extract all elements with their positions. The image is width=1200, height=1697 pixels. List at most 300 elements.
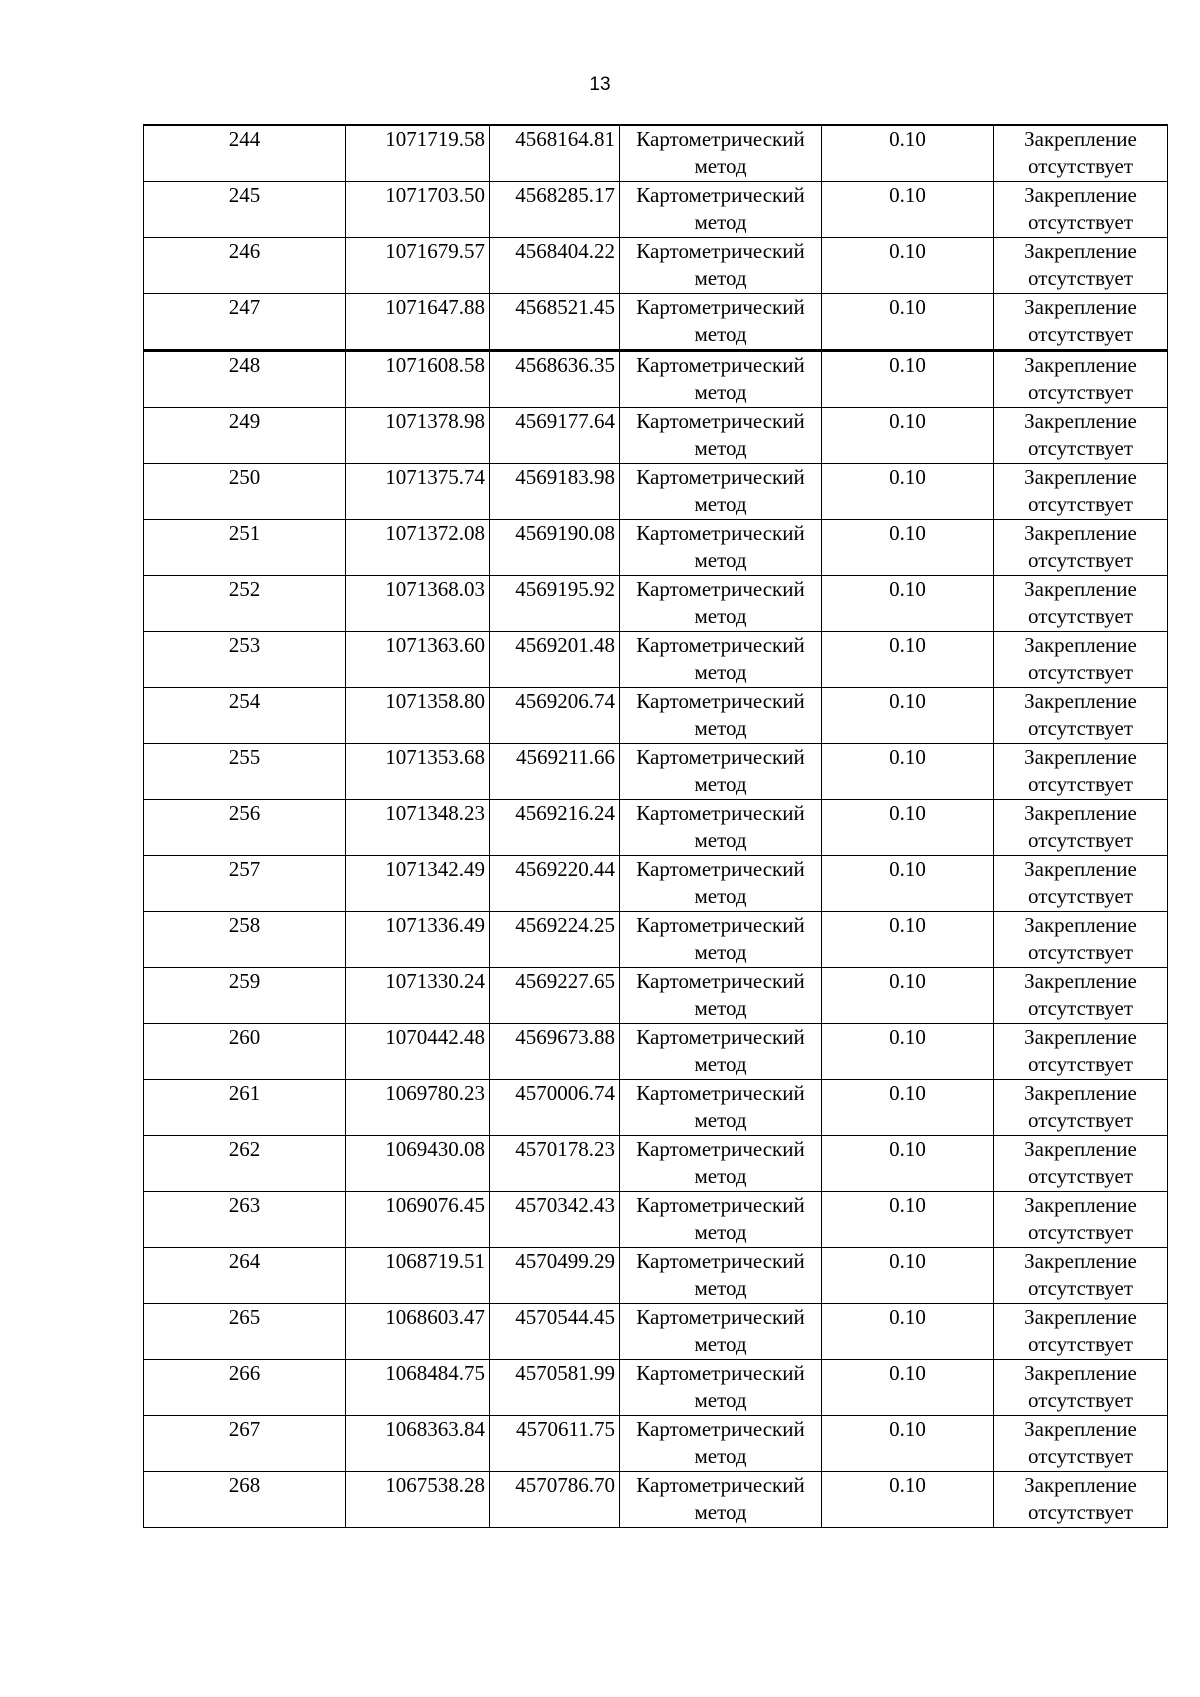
cell-text: Закрепление xyxy=(1024,409,1137,433)
point-number-cell xyxy=(144,968,346,1024)
cell-text: отсутствует xyxy=(1027,1164,1134,1188)
cell-text: 4569183.98 xyxy=(515,465,615,489)
cell-text: метод xyxy=(694,1052,747,1076)
y-coordinate-cell xyxy=(490,576,620,632)
cell-text: 1071348.23 xyxy=(385,801,485,825)
cell-text: 1071703.50 xyxy=(385,183,485,207)
accuracy-cell xyxy=(822,1024,994,1080)
cell-text: 263 xyxy=(228,1193,261,1217)
method-cell xyxy=(620,968,822,1024)
cell-text: отсутствует xyxy=(1027,1332,1134,1356)
cell-text: 0.10 xyxy=(889,1081,926,1105)
cell-text: 4569201.48 xyxy=(515,633,615,657)
method-cell xyxy=(620,856,822,912)
y-coordinate-cell xyxy=(490,1304,620,1360)
x-coordinate-cell xyxy=(346,464,490,520)
cell-text: 262 xyxy=(228,1137,261,1161)
method-cell xyxy=(620,1136,822,1192)
cell-text: 4569227.65 xyxy=(515,969,615,993)
cell-text: 257 xyxy=(228,857,261,881)
cell-text: 264 xyxy=(228,1249,261,1273)
cell-text: 0.10 xyxy=(889,1193,926,1217)
point-number-cell xyxy=(144,1472,346,1528)
y-coordinate-cell xyxy=(490,968,620,1024)
cell-text: Картометрический xyxy=(636,1025,805,1049)
y-coordinate-cell xyxy=(490,1248,620,1304)
cell-text: 266 xyxy=(228,1361,261,1385)
cell-text: отсутствует xyxy=(1027,716,1134,740)
point-number-cell xyxy=(144,464,346,520)
cell-text: 249 xyxy=(228,409,261,433)
cell-text: 0.10 xyxy=(889,521,926,545)
cell-text: отсутствует xyxy=(1027,154,1134,178)
cell-text: отсутствует xyxy=(1027,436,1134,460)
fixation-cell xyxy=(994,800,1168,856)
cell-text: Картометрический xyxy=(636,521,805,545)
method-cell xyxy=(620,632,822,688)
x-coordinate-cell xyxy=(346,1080,490,1136)
fixation-cell xyxy=(994,238,1168,294)
cell-text: метод xyxy=(694,660,747,684)
cell-text: 1069780.23 xyxy=(385,1081,485,1105)
point-number-cell xyxy=(144,408,346,464)
cell-text: 4569195.92 xyxy=(515,577,615,601)
cell-text: 1067538.28 xyxy=(385,1473,485,1497)
table-row xyxy=(144,1192,1168,1248)
accuracy-cell xyxy=(822,688,994,744)
fixation-cell xyxy=(994,632,1168,688)
cell-text: отсутствует xyxy=(1027,1276,1134,1300)
y-coordinate-cell xyxy=(490,632,620,688)
cell-text: 4570006.74 xyxy=(515,1081,615,1105)
fixation-cell xyxy=(994,912,1168,968)
cell-text: отсутствует xyxy=(1027,604,1134,628)
cell-text: 1071719.58 xyxy=(385,127,485,151)
y-coordinate-cell xyxy=(490,408,620,464)
cell-text: 0.10 xyxy=(889,239,926,263)
x-coordinate-cell xyxy=(346,968,490,1024)
cell-text: 0.10 xyxy=(889,689,926,713)
table-row xyxy=(144,238,1168,294)
cell-text: 250 xyxy=(228,465,261,489)
cell-text: 1071647.88 xyxy=(385,295,485,319)
method-cell xyxy=(620,408,822,464)
cell-text: Картометрический xyxy=(636,1249,805,1273)
cell-text: Закрепление xyxy=(1024,1249,1137,1273)
cell-text: 4570499.29 xyxy=(515,1249,615,1273)
cell-text: 1071372.08 xyxy=(385,521,485,545)
method-cell xyxy=(620,182,822,238)
fixation-cell xyxy=(994,688,1168,744)
x-coordinate-cell xyxy=(346,238,490,294)
y-coordinate-cell xyxy=(490,238,620,294)
table-row xyxy=(144,1416,1168,1472)
cell-text: отсутствует xyxy=(1027,1108,1134,1132)
cell-text: 4568404.22 xyxy=(515,239,615,263)
cell-text: Картометрический xyxy=(636,689,805,713)
point-number-cell xyxy=(144,294,346,351)
cell-text: Закрепление xyxy=(1024,1305,1137,1329)
cell-text: 246 xyxy=(228,239,261,263)
point-number-cell xyxy=(144,1416,346,1472)
method-cell xyxy=(620,1304,822,1360)
x-coordinate-cell xyxy=(346,1304,490,1360)
page-number: 13 xyxy=(589,74,611,95)
cell-text: Картометрический xyxy=(636,745,805,769)
cell-text: метод xyxy=(694,828,747,852)
cell-text: Закрепление xyxy=(1024,1417,1137,1441)
point-number-cell xyxy=(144,1304,346,1360)
method-cell xyxy=(620,1024,822,1080)
cell-text: Закрепление xyxy=(1024,353,1137,377)
cell-text: метод xyxy=(694,940,747,964)
cell-text: 0.10 xyxy=(889,1473,926,1497)
accuracy-cell xyxy=(822,744,994,800)
cell-text: 0.10 xyxy=(889,745,926,769)
cell-text: отсутствует xyxy=(1027,1220,1134,1244)
cell-text: 4570611.75 xyxy=(516,1417,615,1441)
cell-text: отсутствует xyxy=(1027,1388,1134,1412)
table-row xyxy=(144,1472,1168,1528)
cell-text: Закрепление xyxy=(1024,857,1137,881)
x-coordinate-cell xyxy=(346,351,490,408)
cell-text: 0.10 xyxy=(889,1305,926,1329)
cell-text: отсутствует xyxy=(1027,660,1134,684)
accuracy-cell xyxy=(822,1192,994,1248)
point-number-cell xyxy=(144,800,346,856)
table-row xyxy=(144,1136,1168,1192)
cell-text: 1069076.45 xyxy=(385,1193,485,1217)
cell-text: 1068719.51 xyxy=(385,1249,485,1273)
cell-text: метод xyxy=(694,266,747,290)
cell-text: Закрепление xyxy=(1024,969,1137,993)
table-row xyxy=(144,744,1168,800)
accuracy-cell xyxy=(822,1416,994,1472)
cell-text: метод xyxy=(694,604,747,628)
fixation-cell xyxy=(994,1080,1168,1136)
cell-text: 1071363.60 xyxy=(385,633,485,657)
cell-text: метод xyxy=(694,1332,747,1356)
cell-text: отсутствует xyxy=(1027,322,1134,346)
accuracy-cell xyxy=(822,576,994,632)
cell-text: 0.10 xyxy=(889,183,926,207)
cell-text: метод xyxy=(694,1164,747,1188)
y-coordinate-cell xyxy=(490,1360,620,1416)
table-row xyxy=(144,464,1168,520)
point-number-cell xyxy=(144,125,346,182)
fixation-cell xyxy=(994,408,1168,464)
y-coordinate-cell xyxy=(490,800,620,856)
accuracy-cell xyxy=(822,1080,994,1136)
cell-text: Закрепление xyxy=(1024,1137,1137,1161)
table-row xyxy=(144,1304,1168,1360)
fixation-cell xyxy=(994,744,1168,800)
accuracy-cell xyxy=(822,294,994,351)
cell-text: 254 xyxy=(228,689,261,713)
point-number-cell xyxy=(144,1360,346,1416)
accuracy-cell xyxy=(822,968,994,1024)
cell-text: 0.10 xyxy=(889,465,926,489)
cell-text: 258 xyxy=(228,913,261,937)
x-coordinate-cell xyxy=(346,1360,490,1416)
table-row xyxy=(144,351,1168,408)
y-coordinate-cell xyxy=(490,1192,620,1248)
cell-text: 4569177.64 xyxy=(515,409,615,433)
cell-text: Картометрический xyxy=(636,295,805,319)
table-row xyxy=(144,632,1168,688)
table-row xyxy=(144,856,1168,912)
cell-text: 4568164.81 xyxy=(515,127,615,151)
cell-text: Картометрический xyxy=(636,409,805,433)
cell-text: 0.10 xyxy=(889,969,926,993)
cell-text: Закрепление xyxy=(1024,1081,1137,1105)
accuracy-cell xyxy=(822,464,994,520)
y-coordinate-cell xyxy=(490,1136,620,1192)
cell-text: Закрепление xyxy=(1024,745,1137,769)
method-cell xyxy=(620,520,822,576)
cell-text: метод xyxy=(694,1220,747,1244)
cell-text: 0.10 xyxy=(889,127,926,151)
cell-text: метод xyxy=(694,380,747,404)
accuracy-cell xyxy=(822,856,994,912)
accuracy-cell xyxy=(822,238,994,294)
accuracy-cell xyxy=(822,1360,994,1416)
cell-text: метод xyxy=(694,548,747,572)
cell-text: метод xyxy=(694,322,747,346)
cell-text: Закрепление xyxy=(1024,633,1137,657)
cell-text: 1068363.84 xyxy=(385,1417,485,1441)
method-cell xyxy=(620,1248,822,1304)
cell-text: 1071342.49 xyxy=(385,857,485,881)
cell-text: Картометрический xyxy=(636,1473,805,1497)
cell-text: Закрепление xyxy=(1024,577,1137,601)
x-coordinate-cell xyxy=(346,688,490,744)
y-coordinate-cell xyxy=(490,182,620,238)
fixation-cell xyxy=(994,576,1168,632)
y-coordinate-cell xyxy=(490,520,620,576)
cell-text: 256 xyxy=(228,801,261,825)
cell-text: метод xyxy=(694,1444,747,1468)
cell-text: отсутствует xyxy=(1027,772,1134,796)
cell-text: 4568285.17 xyxy=(515,183,615,207)
x-coordinate-cell xyxy=(346,520,490,576)
x-coordinate-cell xyxy=(346,125,490,182)
cell-text: 1071378.98 xyxy=(385,409,485,433)
cell-text: отсутствует xyxy=(1027,380,1134,404)
cell-text: 4568521.45 xyxy=(515,295,615,319)
method-cell xyxy=(620,744,822,800)
cell-text: Картометрический xyxy=(636,183,805,207)
fixation-cell xyxy=(994,1416,1168,1472)
cell-text: Картометрический xyxy=(636,1193,805,1217)
cell-text: 0.10 xyxy=(889,353,926,377)
x-coordinate-cell xyxy=(346,632,490,688)
table-row xyxy=(144,125,1168,182)
point-number-cell xyxy=(144,688,346,744)
cell-text: 4569211.66 xyxy=(516,745,615,769)
fixation-cell xyxy=(994,1304,1168,1360)
cell-text: метод xyxy=(694,436,747,460)
table-row xyxy=(144,294,1168,351)
method-cell xyxy=(620,688,822,744)
cell-text: 0.10 xyxy=(889,577,926,601)
cell-text: метод xyxy=(694,1108,747,1132)
y-coordinate-cell xyxy=(490,351,620,408)
cell-text: 244 xyxy=(228,127,261,151)
cell-text: 1068603.47 xyxy=(385,1305,485,1329)
cell-text: 1069430.08 xyxy=(385,1137,485,1161)
cell-text: 251 xyxy=(228,521,261,545)
point-number-cell xyxy=(144,351,346,408)
x-coordinate-cell xyxy=(346,1136,490,1192)
x-coordinate-cell xyxy=(346,1472,490,1528)
cell-text: Закрепление xyxy=(1024,465,1137,489)
cell-text: 260 xyxy=(228,1025,261,1049)
cell-text: метод xyxy=(694,1388,747,1412)
cell-text: Закрепление xyxy=(1024,1361,1137,1385)
cell-text: 1071679.57 xyxy=(385,239,485,263)
x-coordinate-cell xyxy=(346,912,490,968)
cell-text: метод xyxy=(694,1500,747,1524)
cell-text: 4570581.99 xyxy=(515,1361,615,1385)
y-coordinate-cell xyxy=(490,294,620,351)
cell-text: 1070442.48 xyxy=(385,1025,485,1049)
cell-text: метод xyxy=(694,1276,747,1300)
method-cell xyxy=(620,912,822,968)
x-coordinate-cell xyxy=(346,1416,490,1472)
cell-text: метод xyxy=(694,716,747,740)
accuracy-cell xyxy=(822,1472,994,1528)
cell-text: метод xyxy=(694,492,747,516)
fixation-cell xyxy=(994,125,1168,182)
fixation-cell xyxy=(994,1472,1168,1528)
fixation-cell xyxy=(994,294,1168,351)
accuracy-cell xyxy=(822,1304,994,1360)
cell-text: 1071358.80 xyxy=(385,689,485,713)
y-coordinate-cell xyxy=(490,912,620,968)
cell-text: 4570786.70 xyxy=(515,1473,615,1497)
point-number-cell xyxy=(144,632,346,688)
cell-text: Закрепление xyxy=(1024,801,1137,825)
y-coordinate-cell xyxy=(490,1024,620,1080)
accuracy-cell xyxy=(822,912,994,968)
cell-text: 0.10 xyxy=(889,409,926,433)
fixation-cell xyxy=(994,856,1168,912)
cell-text: 255 xyxy=(228,745,261,769)
x-coordinate-cell xyxy=(346,294,490,351)
method-cell xyxy=(620,1080,822,1136)
cell-text: отсутствует xyxy=(1027,548,1134,572)
fixation-cell xyxy=(994,520,1168,576)
cell-text: отсутствует xyxy=(1027,828,1134,852)
cell-text: 0.10 xyxy=(889,1417,926,1441)
cell-text: 4569673.88 xyxy=(515,1025,615,1049)
accuracy-cell xyxy=(822,800,994,856)
point-number-cell xyxy=(144,1248,346,1304)
cell-text: 248 xyxy=(228,353,261,377)
cell-text: Закрепление xyxy=(1024,1473,1137,1497)
fixation-cell xyxy=(994,182,1168,238)
cell-text: 4570178.23 xyxy=(515,1137,615,1161)
cell-text: 253 xyxy=(228,633,261,657)
y-coordinate-cell xyxy=(490,688,620,744)
method-cell xyxy=(620,294,822,351)
method-cell xyxy=(620,1360,822,1416)
accuracy-cell xyxy=(822,1248,994,1304)
point-number-cell xyxy=(144,520,346,576)
x-coordinate-cell xyxy=(346,182,490,238)
accuracy-cell xyxy=(822,1136,994,1192)
cell-text: Картометрический xyxy=(636,1417,805,1441)
cell-text: Закрепление xyxy=(1024,183,1137,207)
cell-text: 4570544.45 xyxy=(515,1305,615,1329)
x-coordinate-cell xyxy=(346,1192,490,1248)
fixation-cell xyxy=(994,351,1168,408)
fixation-cell xyxy=(994,1024,1168,1080)
cell-text: 4569206.74 xyxy=(515,689,615,713)
cell-text: 4569224.25 xyxy=(515,913,615,937)
table-row xyxy=(144,520,1168,576)
method-cell xyxy=(620,238,822,294)
x-coordinate-cell xyxy=(346,800,490,856)
cell-text: Картометрический xyxy=(636,353,805,377)
x-coordinate-cell xyxy=(346,744,490,800)
cell-text: 0.10 xyxy=(889,295,926,319)
method-cell xyxy=(620,1472,822,1528)
cell-text: Картометрический xyxy=(636,801,805,825)
cell-text: 1068484.75 xyxy=(385,1361,485,1385)
cell-text: 265 xyxy=(228,1305,261,1329)
accuracy-cell xyxy=(822,520,994,576)
cell-text: Закрепление xyxy=(1024,1193,1137,1217)
cell-text: 252 xyxy=(228,577,261,601)
cell-text: Закрепление xyxy=(1024,913,1137,937)
accuracy-cell xyxy=(822,125,994,182)
cell-text: 0.10 xyxy=(889,857,926,881)
table-body xyxy=(144,125,1168,1528)
point-number-cell xyxy=(144,1192,346,1248)
x-coordinate-cell xyxy=(346,856,490,912)
cell-text: Картометрический xyxy=(636,633,805,657)
cell-text: Картометрический xyxy=(636,1361,805,1385)
x-coordinate-cell xyxy=(346,1024,490,1080)
cell-text: 1071330.24 xyxy=(385,969,485,993)
fixation-cell xyxy=(994,1360,1168,1416)
cell-text: Картометрический xyxy=(636,857,805,881)
cell-text: 1071375.74 xyxy=(385,465,485,489)
table-row xyxy=(144,688,1168,744)
cell-text: 245 xyxy=(228,183,261,207)
cell-text: Закрепление xyxy=(1024,689,1137,713)
cell-text: 4570342.43 xyxy=(515,1193,615,1217)
point-number-cell xyxy=(144,856,346,912)
fixation-cell xyxy=(994,464,1168,520)
cell-text: 0.10 xyxy=(889,1137,926,1161)
table-row xyxy=(144,1024,1168,1080)
table-row xyxy=(144,576,1168,632)
cell-text: отсутствует xyxy=(1027,492,1134,516)
cell-text: Закрепление xyxy=(1024,1025,1137,1049)
cell-text: 0.10 xyxy=(889,633,926,657)
table-row xyxy=(144,1248,1168,1304)
fixation-cell xyxy=(994,968,1168,1024)
y-coordinate-cell xyxy=(490,744,620,800)
point-number-cell xyxy=(144,1080,346,1136)
table-row xyxy=(144,182,1168,238)
cell-text: Картометрический xyxy=(636,913,805,937)
cell-text: метод xyxy=(694,772,747,796)
cell-text: 4568636.35 xyxy=(515,353,615,377)
